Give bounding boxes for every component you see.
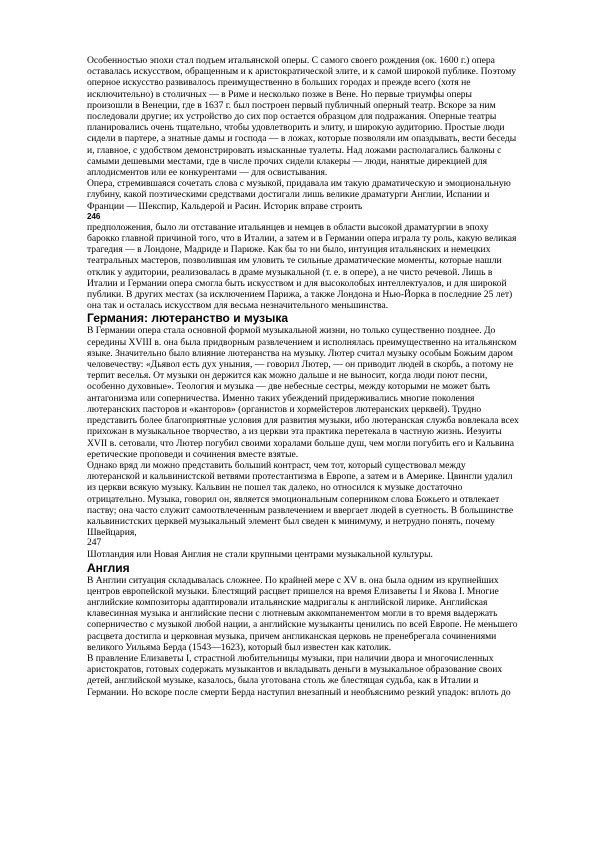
paragraph-england-decline: В правление Елизаветы I, страстной любительницы музыки, при наличии двора и многочисленных аристократов, готовых содержать музыкантов и вкладывать деньги в музыкальное образование своих детей, английской музыке, казалось, была уготована столь же блестящая судьба, как в Италии и Германии. Но вскоре после смерти Берда наступил внезапный и необъяснимо резкий упадок: вплоть до bbox=[87, 652, 511, 698]
paragraph-opera-continued: предположения, было ли отставание итальянцев и немцев в области высокой драматургии в эпоху барокко главной причиной того, что в Италии, а затем и в Германии опера играла ту роль, какую великая трагедия — в Лондоне, Мадриде и Париже. Как бы то ни было, интуиция итальянских и немецких театральных мастеров, позволившая им уловить те сильные драматические моменты, которые нашли отклик у аудитории, реализовалась в драме музыкальной (т. е. в опере), а не чисто речевой. Лишь в Италии и Германии опера смогла быть искусством и для высоколобых интеллектуалов, и для широкой публики. В других местах (за исключением Парижа, а также Лондона и Нью-Йорка в последние 25 лет) она так и осталась искусством для весьма незначительного меньшинства. bbox=[87, 221, 517, 312]
page-number: 247 bbox=[87, 538, 102, 549]
paragraph-england-history: В Англии ситуация складывалась сложнее. По крайней мере с XV в. она была одним из крупнейших центров европейской музыки. Блестящий расцвет пришелся на время Елизаветы I и Якова I. Многие английские композиторы адаптировали итальянские мадригалы к английской лирике. Английская клавесинная музыка и английские песни с лютневым аккомпанементом могли в то время выдержать соперничество с музыкой любой нации, а английские музыканты ценились по всей Европе. Не меньшего расцвета достигла и церковная музыка, причем англиканская церковь не пренебрегала сочинениями великого Уильяма Берда (1543—1623), который был известен как католик. bbox=[87, 574, 518, 653]
paragraph-germany-continued: Шотландия или Новая Англия не стали крупными центрами музыкальной культуры. bbox=[87, 549, 433, 561]
paragraph-germany-calvinist: Однако вряд ли можно представить больший контраст, чем тот, который существовал между лютеранской и кальвинистской ветвями протестантизма в Европе, а затем и в Америке. Цвингли удалил из церкви всякую музыку. Кальвин не пошел так далеко, но относился к музыке достаточно отрицательно. Музыка, говорил он, является эмоциональным соперником слова Божьего и отвлекает паству; она часто служит самоотвлеченным развлечением и ввергает людей в суетность. В большинстве кальвинистских церквей музыкальный элемент был сведен к минимуму, и нетрудно понять, почему Швейцария, bbox=[87, 459, 514, 539]
paragraph-opera-intro: Особенностью эпохи стал подъем итальянской оперы. С самого своего рождения (ок. 1600 г.) опера оставалась искусством, обращенным и к аристократической элите, и к самой широкой публике. Поэтому оперное искусство развивалось преимущественно в больших городах и прежде всего (хотя не исключительно) в столичных — в Риме и несколько позже в Вене. Но первые триумфы оперы произошли в Венеции, где в 1637 г. был построен первый публичный оперный театр. Вскоре за ним последовали другие; их устройство до сих пор остается образцом для подражания. Оперные театры планировались очень тщательно, чтобы удовлетворить и элиту, и широкую аудиторию. Простые люди сидели в партере, а знатные дамы и господа — в ложах, которые позволяли им опаздывать, вести беседы и, главное, с удобством демонстрировать изысканные туалеты. Над ложами располагались балконы с самыми дешевыми местами, где в числе прочих сидели клакеры — люди, нанятые дирекцией для аплодисментов или ее конкурентами — для освистывания. bbox=[87, 55, 517, 179]
document-page bbox=[87, 55, 519, 698]
paragraph-germany-lutheran: В Германии опера стала основной формой музыкальной жизни, но только существенно позднее. До середины XVIII в. она была придворным развлечением и исполнялась преимущественно на итальянском языке. Значительно было влияние лютеранства на музыку. Лютер считал музыку особым Божьим даром человечеству: «Дьявол есть дух уныния, — говорил Лютер, — он приводит людей в скорбь, а потому не терпит веселья. От музыки он держится как можно дальше и не выносит, когда люди поют песни, особенно духовные». Теология и музыка — две небесные сестры, между которыми не может быть антагонизма или соперничества. Именно таких убеждений придерживались многие поколения лютеранских пасторов и «канторов» (органистов и хормейстеров лютеранских церквей). Трудно представить более благоприятные условия для развития музыки, ибо лютеранская служба вовлекала всех прихожан в музыкальное творчество, а из церкви эта практика перетекала в частную жизнь. Иезуиты XVII в. сетовали, что Лютер погубил своими хоралами больше душ, чем могли погубить его и Кальвина еретические проповеди и сочинения вместе взятые. bbox=[87, 325, 519, 460]
section-heading-england: Англия bbox=[87, 560, 130, 575]
section-heading-germany: Германия: лютеранство и музыка bbox=[87, 311, 289, 326]
page-number: 246 bbox=[87, 211, 101, 221]
paragraph-opera-drama: Опера, стремившаяся сочетать слова с музыкой, придавала им такую драматическую и эмоциональную глубину, какой поэтическими средствами достигали лишь великие драматурги Англии, Испании и Франции — Шекспир, Кальдерой и Расин. Историк вправе строить bbox=[87, 178, 511, 212]
